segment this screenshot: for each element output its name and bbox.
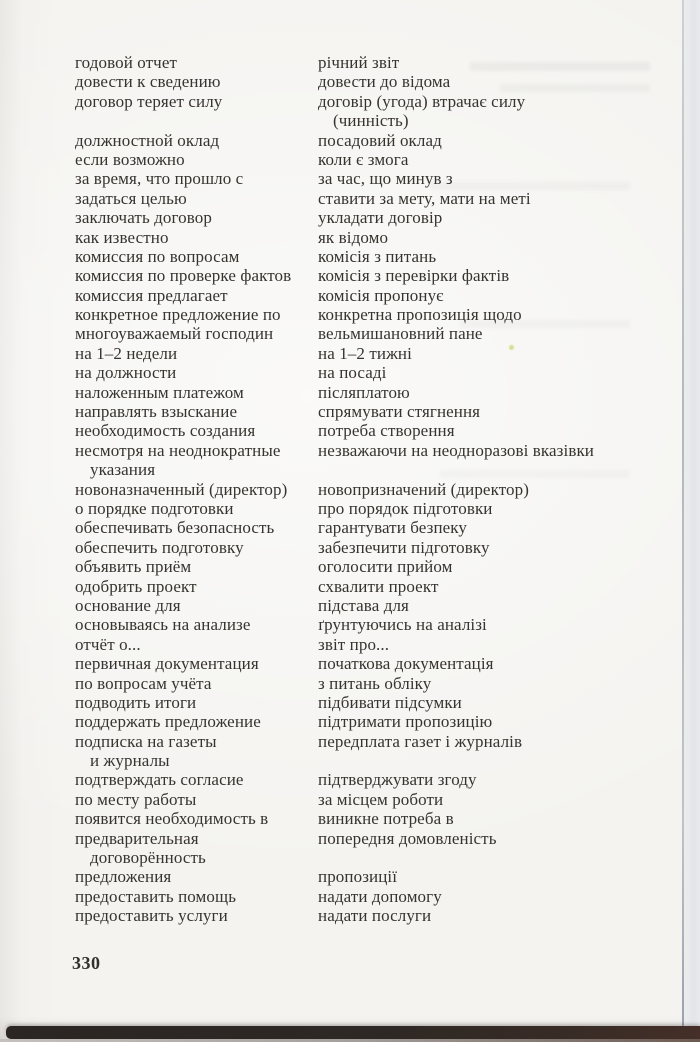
ukrainian-term: пропозиції xyxy=(318,867,398,887)
ukrainian-term: ґрунтуючись на аналізі xyxy=(318,615,487,635)
glossary-row xyxy=(75,887,684,906)
russian-term: по месту работы xyxy=(75,789,197,809)
glossary-row xyxy=(75,421,684,440)
ukrainian-term: за місцем роботи xyxy=(318,789,444,809)
glossary-row xyxy=(75,92,684,111)
russian-term: поддержать предложение xyxy=(75,712,261,732)
glossary-row xyxy=(75,615,684,634)
russian-term: предоставить услуги xyxy=(75,906,228,926)
russian-term: если возможно xyxy=(75,149,185,169)
ukrainian-term: підстава для xyxy=(318,595,409,615)
russian-term: довести к сведению xyxy=(75,72,221,92)
glossary-row xyxy=(75,635,684,654)
russian-term: основание для xyxy=(75,595,181,615)
glossary-row xyxy=(75,751,684,770)
glossary-row xyxy=(75,538,684,557)
glossary-row xyxy=(75,247,684,266)
glossary-row xyxy=(75,383,684,402)
ukrainian-term: оголосити прийом xyxy=(318,557,453,577)
ukrainian-term: ставити за мету, мати на меті xyxy=(318,188,531,208)
ukrainian-term: вельмишановний пане xyxy=(318,324,483,344)
russian-term: и журналы xyxy=(90,751,170,771)
glossary-row xyxy=(75,402,684,421)
ukrainian-term: договір (угода) втрачає силу xyxy=(318,91,526,111)
glossary-row xyxy=(75,518,684,537)
russian-term: объявить приём xyxy=(75,557,192,577)
ukrainian-term: довести до відома xyxy=(318,72,451,92)
ukrainian-term xyxy=(333,848,684,867)
glossary-row xyxy=(75,363,684,382)
ukrainian-term: спрямувати стягнення xyxy=(318,402,481,422)
russian-term: обеспечивать безопасность xyxy=(75,518,275,538)
russian-term: комиссия предлагает xyxy=(75,285,228,305)
ukrainian-term: підтримати пропозицію xyxy=(318,712,493,732)
russian-term: годовой отчет xyxy=(75,53,177,72)
glossary-two-column-list xyxy=(75,53,684,926)
glossary-row xyxy=(75,324,684,343)
ukrainian-term: посадовий оклад xyxy=(318,130,442,150)
russian-term: по вопросам учёта xyxy=(75,673,212,693)
ukrainian-term: схвалити проект xyxy=(318,576,439,596)
russian-term: необходимость создания xyxy=(75,421,256,441)
glossary-row xyxy=(75,906,684,925)
russian-term: новоназначенный (директор) xyxy=(75,479,288,499)
book-edge-background xyxy=(684,0,700,1042)
russian-term: указания xyxy=(90,460,156,480)
ukrainian-term: незважаючи на неодноразові вказівки xyxy=(318,440,595,460)
ukrainian-term: виникне потреба в xyxy=(318,809,454,829)
glossary-row xyxy=(75,189,684,208)
glossary-row xyxy=(75,441,684,460)
glossary-row xyxy=(75,809,684,828)
glossary-row xyxy=(75,867,684,886)
ukrainian-term: потреба створення xyxy=(318,421,455,441)
russian-term: комиссия по вопросам xyxy=(75,246,240,266)
russian-term: должностной оклад xyxy=(75,130,220,150)
glossary-row xyxy=(75,790,684,809)
book-cover-edge xyxy=(6,1026,700,1039)
glossary-row xyxy=(75,829,684,848)
russian-term: о порядке подготовки xyxy=(75,498,234,518)
russian-term: наложенным платежом xyxy=(75,382,244,402)
russian-term: отчёт о... xyxy=(75,634,141,654)
glossary-row xyxy=(75,150,684,169)
russian-term: обеспечить подготовку xyxy=(75,537,244,557)
ukrainian-term xyxy=(333,460,684,479)
glossary-row xyxy=(75,480,684,499)
glossary-row xyxy=(75,848,684,867)
ukrainian-term: коли є змога xyxy=(318,149,409,169)
glossary-row xyxy=(75,266,684,285)
glossary-row xyxy=(75,286,684,305)
ukrainian-term: звіт про... xyxy=(318,634,390,654)
ukrainian-term: з питань обліку xyxy=(318,673,432,693)
glossary-row xyxy=(75,208,684,227)
ukrainian-term: комісія з питань xyxy=(318,246,437,266)
glossary-row xyxy=(75,305,684,324)
ukrainian-term: укладати договір xyxy=(318,208,443,228)
glossary-row xyxy=(75,557,684,576)
ukrainian-term: попередня домовленість xyxy=(318,828,497,848)
ukrainian-term: на 1–2 тижні xyxy=(318,343,412,363)
glossary-row xyxy=(75,499,684,518)
glossary-row xyxy=(75,712,684,731)
glossary-row xyxy=(75,732,684,751)
ukrainian-term: як відомо xyxy=(318,227,389,247)
russian-term: подводить итоги xyxy=(75,692,197,712)
russian-term: многоуважаемый господин xyxy=(75,324,274,344)
ukrainian-term: (чинність) xyxy=(333,111,409,131)
russian-term xyxy=(75,111,318,130)
russian-term: договор теряет силу xyxy=(75,91,223,111)
glossary-row xyxy=(75,460,684,479)
page-number: 330 xyxy=(72,953,101,973)
glossary-row xyxy=(75,228,684,247)
glossary-row xyxy=(75,344,684,363)
glossary-row xyxy=(75,654,684,673)
russian-term: несмотря на неоднократные xyxy=(75,440,281,460)
russian-term: появится необходимость в xyxy=(75,809,269,829)
russian-term: основываясь на анализе xyxy=(75,615,251,635)
glossary-row xyxy=(75,72,684,91)
ukrainian-term: на посаді xyxy=(318,363,387,383)
ukrainian-term xyxy=(333,751,684,770)
ukrainian-term: надати допомогу xyxy=(318,886,442,906)
russian-term: предложения xyxy=(75,867,172,887)
russian-term: направлять взыскание xyxy=(75,402,238,422)
russian-term: конкретное предложение по xyxy=(75,305,281,325)
glossary-row xyxy=(75,770,684,789)
russian-term: комиссия по проверке фактов xyxy=(75,266,292,286)
glossary-row xyxy=(75,596,684,615)
russian-term: за время, что прошло с xyxy=(75,169,244,189)
ukrainian-term: комісія з перевірки фактів xyxy=(318,266,510,286)
russian-term: задаться целью xyxy=(75,188,187,208)
russian-term: подписка на газеты xyxy=(75,731,217,751)
glossary-row xyxy=(75,131,684,150)
russian-term: предварительная xyxy=(75,828,199,848)
glossary-row xyxy=(75,53,684,72)
ukrainian-term: підтверджувати згоду xyxy=(318,770,477,790)
ukrainian-term: післяплатою xyxy=(318,382,410,402)
ukrainian-term: початкова документація xyxy=(318,654,494,674)
russian-term: первичная документация xyxy=(75,654,259,674)
russian-term: заключать договор xyxy=(75,208,212,228)
russian-term: подтверждать согласие xyxy=(75,770,244,790)
russian-term: на 1–2 недели xyxy=(75,343,178,363)
russian-term: предоставить помощь xyxy=(75,886,237,906)
ukrainian-term: комісія пропонує xyxy=(318,285,444,305)
ukrainian-term: за час, що минув з xyxy=(318,169,453,189)
ukrainian-term: передплата газет і журналів xyxy=(318,731,523,751)
glossary-row xyxy=(75,693,684,712)
ukrainian-term: новопризначений (директор) xyxy=(318,479,529,499)
ukrainian-term: річний звіт xyxy=(318,53,400,72)
glossary-row xyxy=(75,577,684,596)
russian-term: на должности xyxy=(75,363,177,383)
russian-term: как известно xyxy=(75,227,169,247)
ukrainian-term: про порядок підготовки xyxy=(318,498,493,518)
russian-term: договорённость xyxy=(90,848,206,868)
ukrainian-term: підбивати підсумки xyxy=(318,692,462,712)
glossary-row xyxy=(75,674,684,693)
ukrainian-term: забезпечити підготовку xyxy=(318,537,490,557)
ukrainian-term: надати послуги xyxy=(318,906,432,926)
ukrainian-term: конкретна пропозиція щодо xyxy=(318,305,522,325)
glossary-row xyxy=(75,169,684,188)
glossary-row xyxy=(75,111,684,130)
russian-term: одобрить проект xyxy=(75,576,197,596)
ukrainian-term: гарантувати безпеку xyxy=(318,518,468,538)
